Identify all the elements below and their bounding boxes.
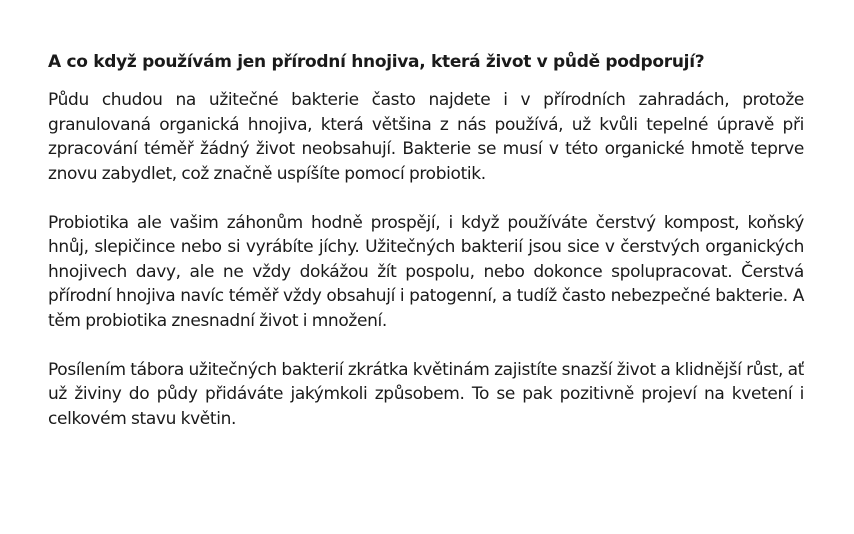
paragraph-conclusion: Posílením tábora užitečných bakterií zkrátka květinám zajistíte snazší život a klidnější růst, ať už živiny do půdy přidáváte jakýmkoli způsobem. To se pak pozitivně projeví na kvetení i celkovém stavu květin. [48,359,804,429]
article-content [48,50,804,431]
paragraph-probiotics-benefits: Probiotika ale vašim záhonům hodně prospějí, i když používáte čerstvý kompost, koňský hnůj, slepičince nebo si vyrábíte jíchy. Užitečných bakterií jsou sice v čerstvých organických hnojivech davy, ale ne vždy dokážou žít pospolu, nebo dokonce spolupracovat. Čerstvá přírodní hnojiva navíc téměř vždy obsahují i patogenní, a tudíž často nebezpečné bakterie. A těm probiotika znesnadní život i množení. [48,212,804,331]
article-heading: A co když používám jen přírodní hnojiva, která život v půdě podporují? [48,52,705,72]
paragraph-soil-bacteria: Půdu chudou na užitečné bakterie často najdete i v přírodních zahradách, protože granulovaná organická hnojiva, která většina z nás používá, už kvůli tepelné úpravě při zpracování téměř žádný život neobsahují. Bakterie se musí v této organické hmotě teprve znovu zabydlet, což značně uspíšíte pomocí probiotik. [48,90,804,184]
